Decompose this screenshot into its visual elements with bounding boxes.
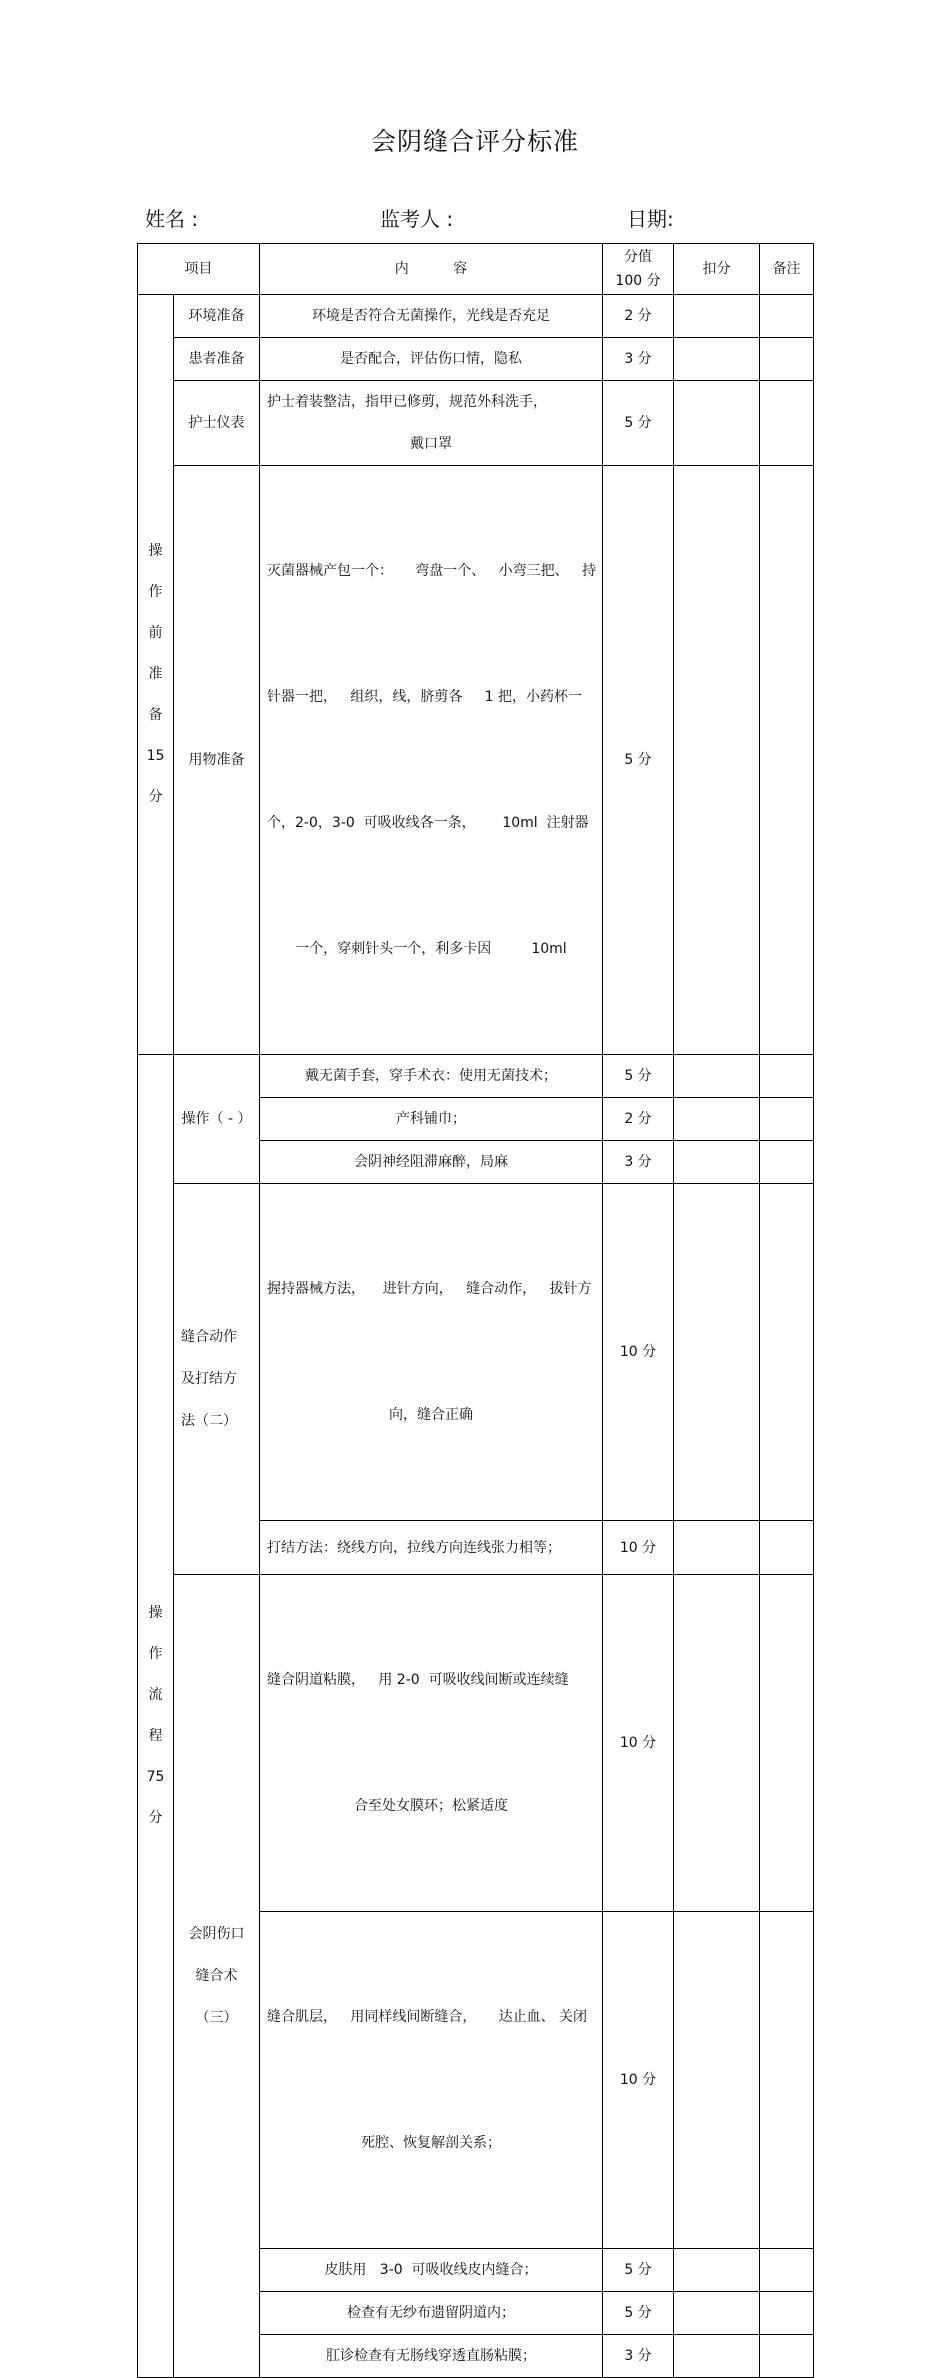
score-cell: 5 分 bbox=[603, 2292, 674, 2335]
date-label: 日期: bbox=[627, 207, 674, 231]
remark-cell bbox=[760, 1141, 814, 1184]
deduct-cell bbox=[674, 338, 760, 381]
score-cell: 5 分 bbox=[603, 2249, 674, 2292]
subitem-supplies: 用物准备 bbox=[174, 466, 260, 1055]
content-nurse: 护士着装整洁，指甲已修剪，规范外科洗手， 戴口罩 bbox=[260, 381, 603, 466]
remark-cell bbox=[760, 1098, 814, 1141]
table-row bbox=[138, 381, 814, 466]
remark-cell bbox=[760, 1521, 814, 1575]
remark-cell bbox=[760, 338, 814, 381]
score-cell: 10 分 bbox=[603, 1521, 674, 1575]
table-row bbox=[138, 338, 814, 381]
score-cell: 10 分 bbox=[603, 1575, 674, 1912]
subitem-environment: 环境准备 bbox=[174, 295, 260, 338]
table-row bbox=[138, 1184, 814, 1521]
content-rectal-check: 肛诊检查有无肠线穿透直肠粘膜； bbox=[260, 2335, 603, 2378]
page-title: 会阴缝合评分标准 bbox=[370, 127, 579, 156]
score-cell: 5 分 bbox=[603, 1055, 674, 1098]
scoring-table bbox=[137, 243, 814, 2378]
remark-cell bbox=[760, 1184, 814, 1521]
subitem-patient: 患者准备 bbox=[174, 338, 260, 381]
score-cell: 2 分 bbox=[603, 295, 674, 338]
content-draping: 产科铺巾； bbox=[260, 1098, 603, 1141]
header-item: 项目 bbox=[138, 244, 260, 295]
header-score: 分值 100 分 bbox=[603, 244, 674, 295]
deduct-cell bbox=[674, 295, 760, 338]
table-row bbox=[138, 1575, 814, 1912]
deduct-cell bbox=[674, 1055, 760, 1098]
deduct-cell bbox=[674, 1184, 760, 1521]
content-anesthesia: 会阴神经阻滞麻醉，局麻 bbox=[260, 1141, 603, 1184]
section-procedure: 操 作 流 程 75 分 bbox=[138, 1055, 174, 2378]
content-skin: 皮肤用 3-0 可吸收线皮内缝合； bbox=[260, 2249, 603, 2292]
content-suture-motion: 握持器械方法， 进针方向， 缝合动作， 拔针方 向，缝合正确 bbox=[260, 1184, 603, 1521]
score-cell: 3 分 bbox=[603, 1141, 674, 1184]
remark-cell bbox=[760, 295, 814, 338]
score-cell: 2 分 bbox=[603, 1098, 674, 1141]
remark-cell bbox=[760, 1575, 814, 1912]
content-knotting: 打结方法：绕线方向，拉线方向连线张力相等； bbox=[260, 1521, 603, 1575]
remark-cell bbox=[760, 1055, 814, 1098]
deduct-cell bbox=[674, 381, 760, 466]
table-row bbox=[138, 295, 814, 338]
content-vaginal-mucosa: 缝合阴道粘膜， 用 2-0 可吸收线间断或连续缝 合至处女膜环；松紧适度 bbox=[260, 1575, 603, 1912]
remark-cell bbox=[760, 2335, 814, 2378]
subitem-operation-1: 操作（ - ） bbox=[174, 1055, 260, 1184]
content-gauze-check: 检查有无纱布遗留阴道内； bbox=[260, 2292, 603, 2335]
content-supplies: 灭菌器械产包一个： 弯盘一个、 小弯三把、 持 针器一把， 组织，线，脐剪各 1 把，小药杯一 个，2-0，3-0 可吸收线各一条， 10ml 注射器 一个，穿刺针头一个，利多卡因 10ml bbox=[260, 466, 603, 1055]
content-patient: 是否配合，评估伤口情，隐私 bbox=[260, 338, 603, 381]
content-gloves: 戴无菌手套，穿手术衣：使用无菌技术； bbox=[260, 1055, 603, 1098]
header-content: 内 容 bbox=[260, 244, 603, 295]
remark-cell bbox=[760, 1912, 814, 2249]
score-cell: 10 分 bbox=[603, 1184, 674, 1521]
deduct-cell bbox=[674, 1141, 760, 1184]
deduct-cell bbox=[674, 2249, 760, 2292]
table-header-row bbox=[138, 244, 814, 295]
deduct-cell bbox=[674, 466, 760, 1055]
header-remark: 备注 bbox=[760, 244, 814, 295]
deduct-cell bbox=[674, 2335, 760, 2378]
subitem-suturing-2: 缝合动作 及打结方 法（二） bbox=[174, 1184, 260, 1575]
subitem-wound-3: 会阴伤口 缝合术 （三） bbox=[174, 1575, 260, 2378]
section-pre-op: 操 作 前 准 备 15 分 bbox=[138, 295, 174, 1055]
table-row bbox=[138, 466, 814, 1055]
remark-cell bbox=[760, 381, 814, 466]
deduct-cell bbox=[674, 1912, 760, 2249]
deduct-cell bbox=[674, 2292, 760, 2335]
subitem-nurse: 护士仪表 bbox=[174, 381, 260, 466]
examiner-label: 监考人 : bbox=[380, 207, 454, 231]
score-cell: 3 分 bbox=[603, 338, 674, 381]
deduct-cell bbox=[674, 1098, 760, 1141]
name-label: 姓名 : bbox=[145, 207, 199, 231]
table-row bbox=[138, 1055, 814, 1098]
score-cell: 5 分 bbox=[603, 381, 674, 466]
remark-cell bbox=[760, 466, 814, 1055]
content-environment: 环境是否符合无菌操作，光线是否充足 bbox=[260, 295, 603, 338]
remark-cell bbox=[760, 2249, 814, 2292]
header-deduct: 扣分 bbox=[674, 244, 760, 295]
score-cell: 10 分 bbox=[603, 1912, 674, 2249]
score-cell: 5 分 bbox=[603, 466, 674, 1055]
deduct-cell bbox=[674, 1575, 760, 1912]
score-cell: 3 分 bbox=[603, 2335, 674, 2378]
remark-cell bbox=[760, 2292, 814, 2335]
content-muscle-layer: 缝合肌层， 用同样线间断缝合， 达止血、 关闭 死腔、恢复解剖关系； bbox=[260, 1912, 603, 2249]
deduct-cell bbox=[674, 1521, 760, 1575]
